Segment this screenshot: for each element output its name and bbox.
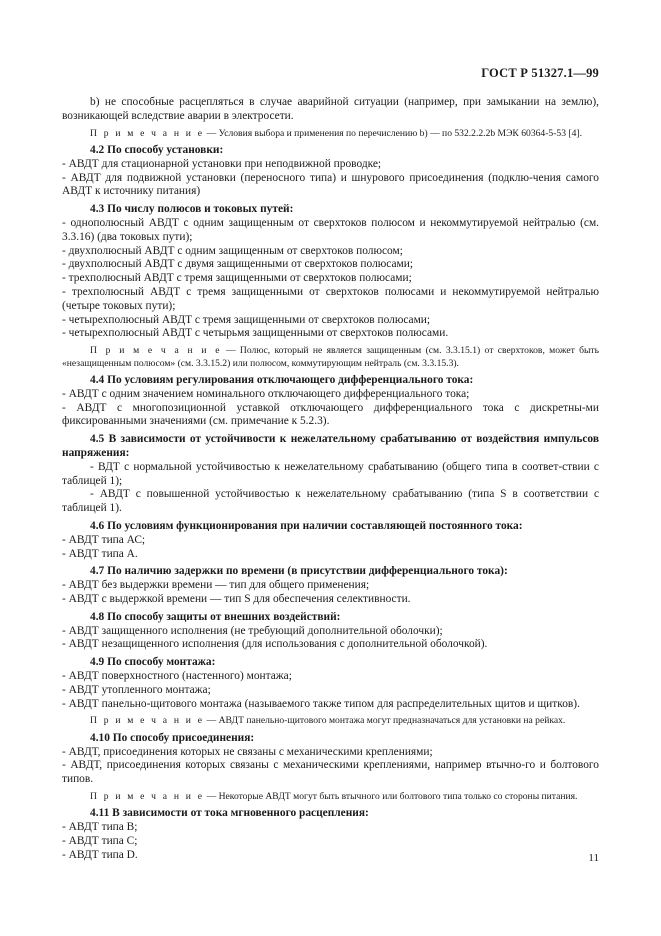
note-text: — АВДТ панельно-щитового монтажа могут предназначаться для установки на рейках. — [204, 715, 566, 727]
note-paragraph — [62, 791, 599, 803]
section-heading: 4.3 По числу полюсов и токовых путей: — [90, 203, 294, 216]
list-item: - АВДТ типа D. — [62, 848, 138, 861]
list-item: - АВДТ типа В; — [62, 821, 138, 834]
list-item: - трехполюсный АВДТ с тремя защищенными от сверхтоков полюсами и некоммутируемой нейтралью (четыре токовых пути); — [62, 285, 599, 312]
list-item: - двухполюсный АВДТ с двумя защищенными от сверхтоков полюсами; — [62, 258, 413, 271]
section-heading: 4.8 По способу защиты от внешних воздействий: — [90, 610, 341, 623]
section-heading: 4.9 По способу монтажа: — [90, 656, 216, 669]
list-item: - АВДТ, присоединения которых связаны с механическими креплениями, например втычно-го и болтового типов. — [62, 759, 599, 786]
list-item: - однополюсный АВДТ с одним защищенным от сверхтоков полюсом и некоммутируемой нейтралью (см. 3.3.16) (два токовых пути); — [62, 216, 599, 243]
note-paragraph — [62, 128, 599, 140]
list-item: - четырехполюсный АВДТ с четырьмя защищенными от сверхтоков полюсами. — [62, 327, 449, 340]
list-item: - ВДТ с нормальной устойчивостью к нежелательному срабатыванию (общего типа в соответ-ствии с таблицей 1); — [62, 460, 599, 487]
note-text: — Некоторые АВДТ могут быть втычного или болтового типа только со стороны питания. — [204, 790, 578, 802]
section-heading: 4.10 По способу присоединения: — [90, 731, 255, 744]
section-heading: 4.7 По наличию задержки по времени (в присутствии дифференциального тока): — [90, 565, 508, 578]
list-item: - четырехполюсный АВДТ с тремя защищенными от сверхтоков полюсами; — [62, 313, 431, 326]
section-heading: 4.11 В зависимости от тока мгновенного расцепления: — [90, 807, 369, 820]
list-item: - АВДТ для подвижной установки (переносного типа) и шнурового присоединения (подклю-чения самого АВДТ к источнику питания) — [62, 171, 599, 198]
list-item: - АВДТ с одним значением номинального отключающего дифференциального тока; — [62, 387, 470, 400]
section-heading: 4.2 По способу установки: — [90, 144, 224, 156]
section-heading: 4.4 По условиям регулирования отключающего дифференциального тока: — [90, 373, 474, 386]
list-item: - АВДТ панельно-щитового монтажа (называемого также типом для распределительных щитов и щитков). — [62, 697, 580, 710]
list-item: - АВДТ типа АС; — [62, 533, 146, 546]
list-item: - АВДТ типа С; — [62, 834, 138, 847]
list-item: b) не способные расцепляться в случае аварийной ситуации (например, при замыкании на землю), возникающей вследствие аварии в электросети. — [62, 96, 599, 122]
list-item: - АВДТ с выдержкой времени — тип S для обеспечения селективности. — [62, 592, 411, 605]
note-paragraph — [62, 345, 599, 370]
list-item: - АВДТ утопленного монтажа; — [62, 683, 211, 696]
list-item: - АВДТ для стационарной установки при неподвижной проводке; — [62, 157, 382, 170]
section-heading: 4.6 По условиям функционирования при наличии составляющей постоянного тока: — [90, 519, 523, 532]
list-item: - АВДТ, присоединения которых не связаны с механическими креплениями; — [62, 745, 433, 758]
list-item: - АВДТ с многопозиционной уставкой отключающего дифференциального тока с дискретны-ми фиксированными значениями (см. примечание к 5.2.3). — [62, 401, 599, 428]
list-item: - АВДТ с повышенной устойчивостью к нежелательному срабатыванию (типа S в соответствии с таблицей 1). — [62, 488, 599, 515]
list-item: - двухполюсный АВДТ с одним защищенным от сверхтоков полюсом; — [62, 244, 403, 257]
note-label: П р и м е ч а н и е — [90, 345, 222, 357]
list-item: - АВДТ типа А. — [62, 547, 138, 560]
note-label: П р и м е ч а н и е — [90, 127, 205, 139]
list-item: - АВДТ незащищенного исполнения (для использования с дополнительной оболочкой). — [62, 638, 488, 651]
section-heading: 4.5 В зависимости от устойчивости к нежелательному срабатыванию от воздействия импульсов напряжения: — [62, 433, 599, 459]
note-paragraph — [62, 715, 599, 727]
list-item: - АВДТ без выдержки времени — тип для общего применения; — [62, 579, 370, 592]
note-text: — Условия выбора и применения по перечислению b) — по 532.2.2.2b МЭК 60364-5-53 [4]. — [204, 127, 582, 139]
note-text: — Полюс, который не является защищенным (см. 3.3.15.1) от сверхтоков, может быть «незащищенным полюсом» (см. 3.3.15.2) или полюсом, коммутирующим нейтраль (см. 3.3.15.3). — [62, 345, 600, 369]
list-item: - АВДТ защищенного исполнения (не требующий дополнительной оболочки); — [62, 624, 443, 637]
document-body — [62, 96, 599, 862]
note-label: П р и м е ч а н и е — [90, 790, 205, 802]
document-id-header: ГОСТ Р 51327.1—99 — [481, 66, 599, 80]
list-item: - трехполюсный АВДТ с тремя защищенными от сверхтоков полюсами; — [62, 272, 412, 285]
list-item: - АВДТ поверхностного (настенного) монтажа; — [62, 669, 292, 682]
page-number: 11 — [588, 852, 599, 864]
note-label: П р и м е ч а н и е — [90, 715, 205, 727]
